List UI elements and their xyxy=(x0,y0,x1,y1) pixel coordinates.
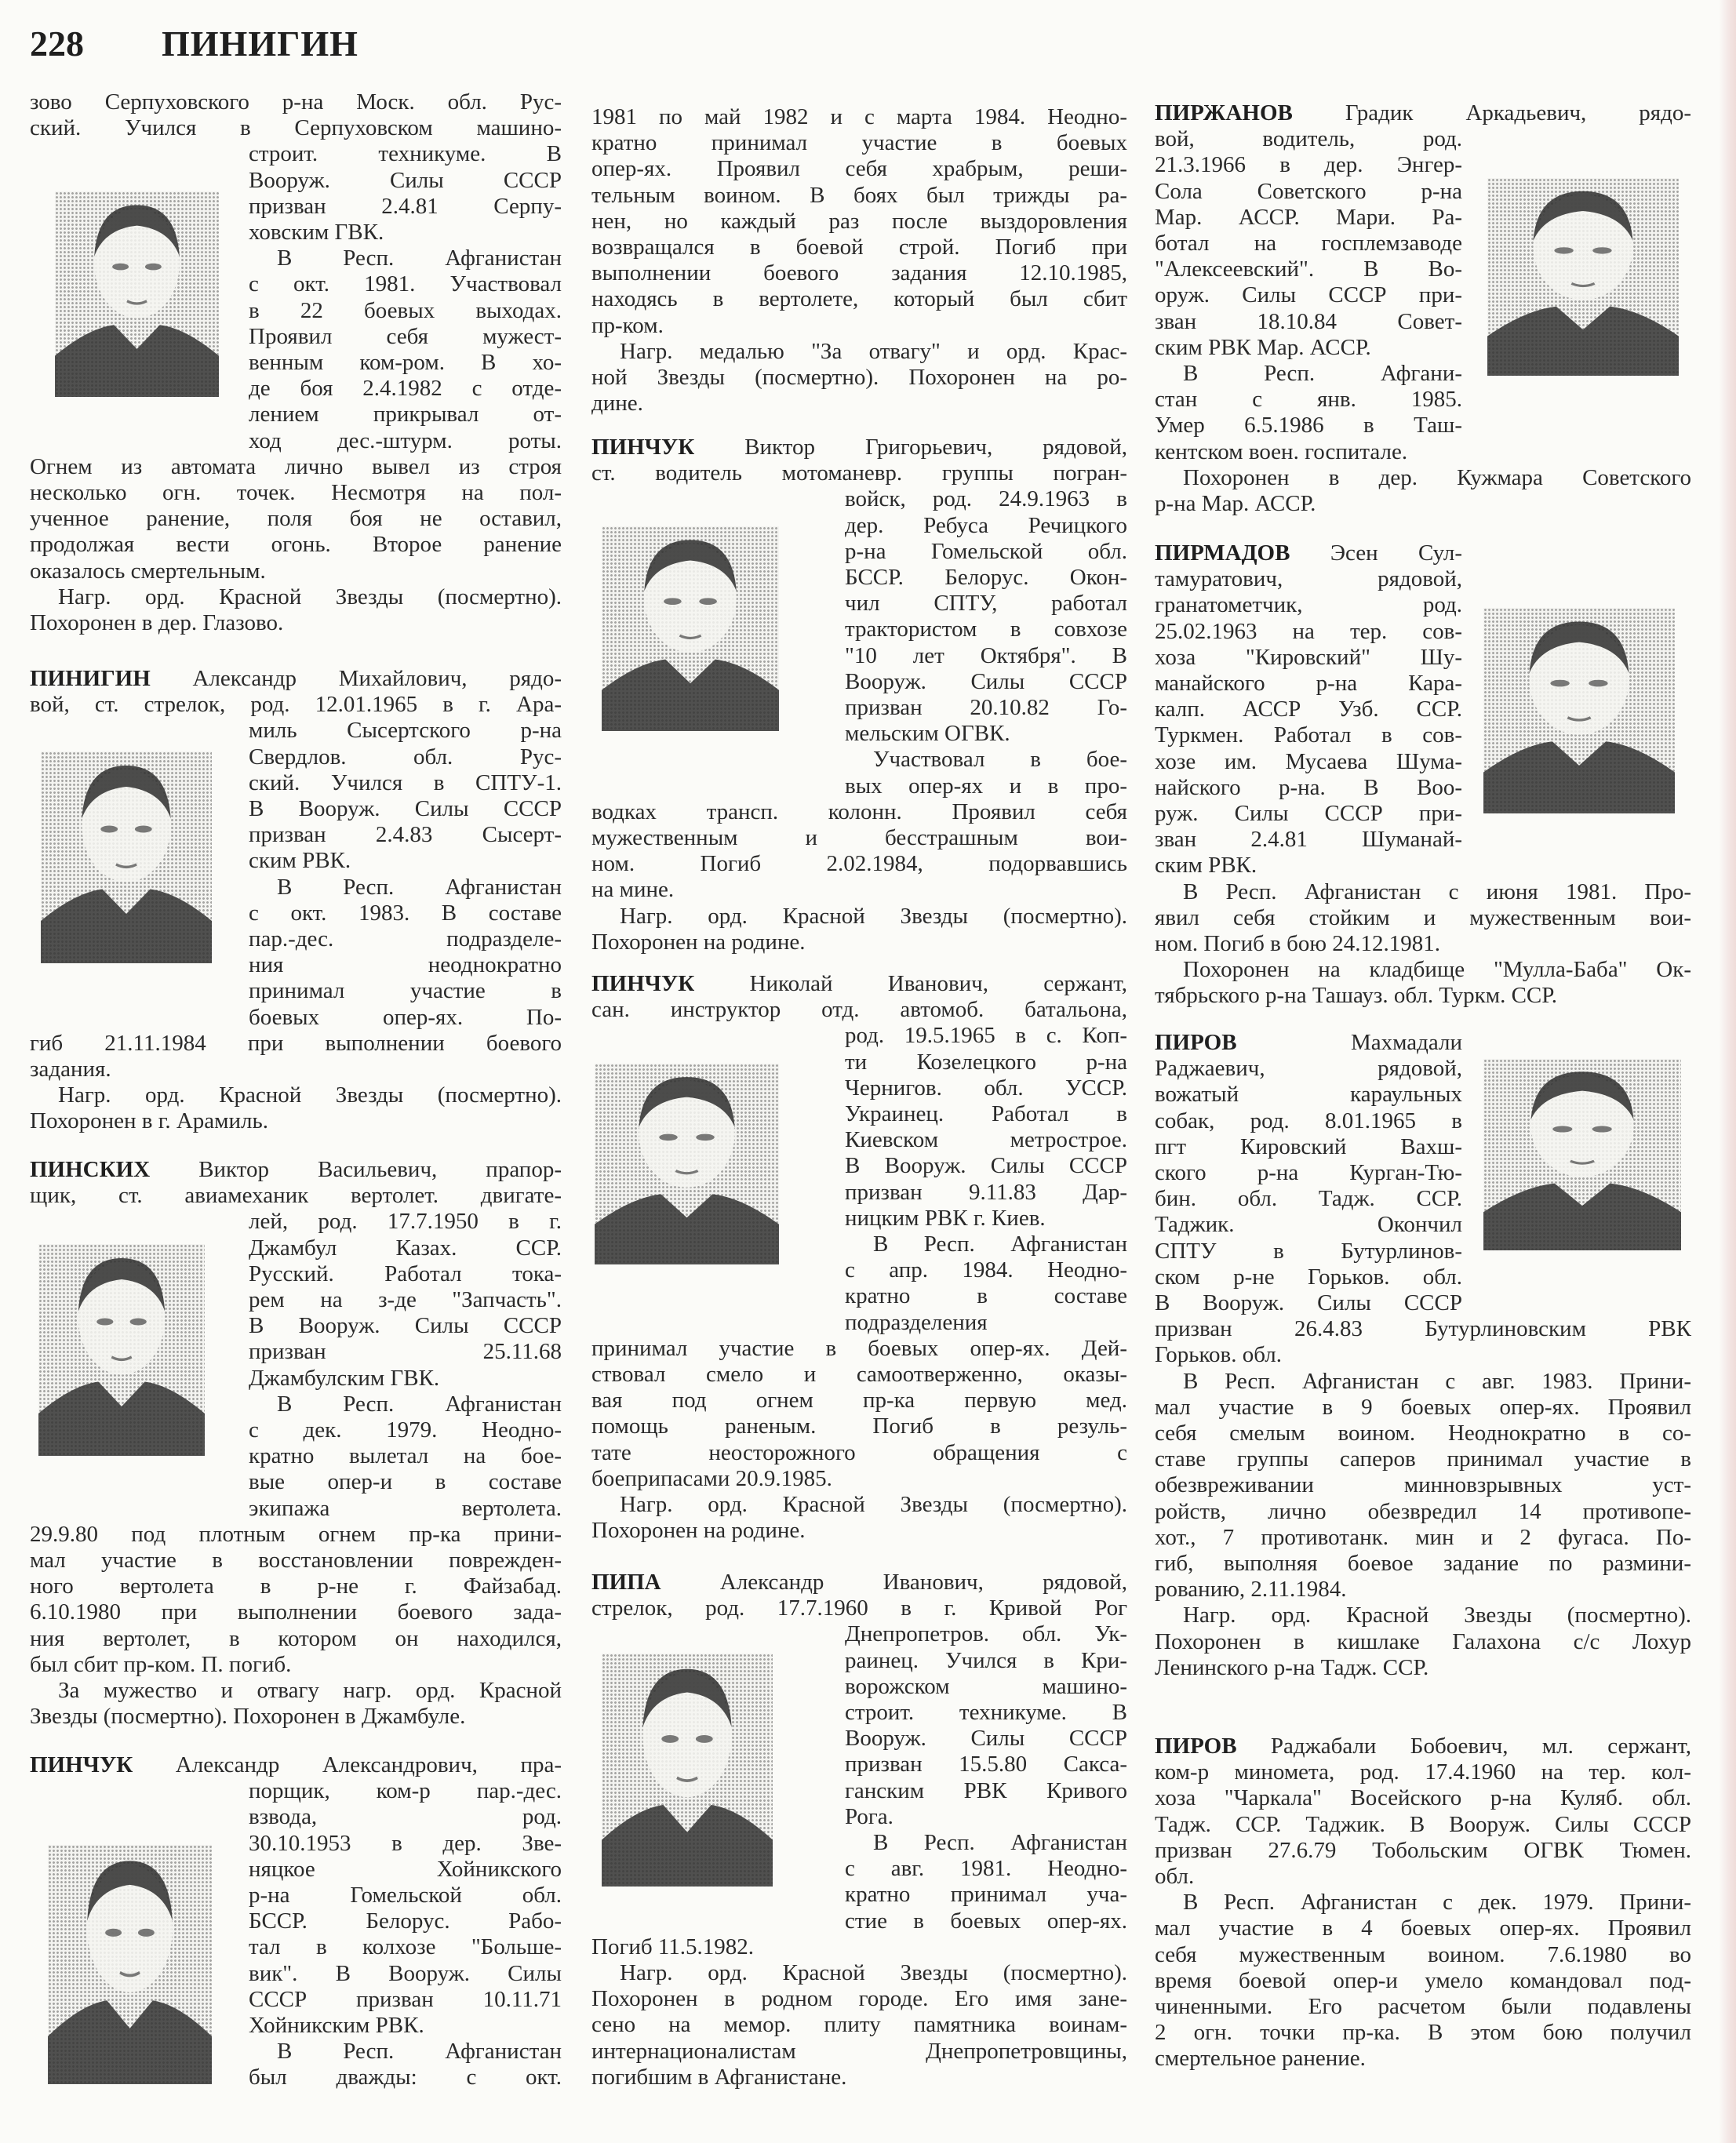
text-line: призван 9.11.83 Дар- xyxy=(845,1179,1127,1205)
text-line: с авг. 1981. Неодно- xyxy=(845,1856,1127,1882)
text-line: ти Козелецкого р-на xyxy=(845,1049,1127,1075)
text-line: За мужество и отвагу нагр. орд. Красной xyxy=(58,1678,562,1703)
text-line: руж. Силы СССР при- xyxy=(1155,801,1462,826)
text-line: Украинец. Работал в xyxy=(845,1101,1127,1126)
text-line: В Вооруж. Силы СССР xyxy=(249,796,562,821)
text-line: ском р-не Горьков. обл. xyxy=(1155,1264,1462,1290)
text-line: обл. xyxy=(1155,1864,1195,1889)
text-line: Похоронен в родном городе. Его имя зане- xyxy=(591,1986,1127,2012)
text-line: пар.-дес. подразделе- xyxy=(249,926,562,951)
text-line: дине. xyxy=(591,391,643,417)
text-line: тамуратович, рядовой, xyxy=(1155,566,1462,592)
text-line: Похоронен в дер. Глазово. xyxy=(30,610,284,635)
text-line: находясь в вертолете, который был сбит xyxy=(591,286,1127,312)
text-line: В Респ. Афганистан с июня 1981. Про- xyxy=(1183,879,1691,904)
text-line: Вооруж. Силы СССР xyxy=(845,1726,1127,1752)
text-line: р-на Гомельской обл. xyxy=(845,538,1127,564)
portrait-photo xyxy=(602,526,779,731)
text-line: опер-ях. Проявил себя храбрым, реши- xyxy=(591,156,1127,182)
entry-heading-rest: Эсен Сул- xyxy=(1290,540,1462,566)
text-line: Горьков. обл. xyxy=(1155,1342,1283,1368)
text-line: Похоронен на родине. xyxy=(591,929,806,955)
text-line: зван 2.4.81 Шуманай- xyxy=(1155,827,1462,853)
text-line xyxy=(591,971,1127,997)
text-line: водках трансп. колонн. Проявил себя xyxy=(591,799,1127,824)
text-line: вой, ст. стрелок, род. 12.01.1965 в г. Ара- xyxy=(30,692,562,718)
text-line: сан. инструктор отд. автомоб. батальона, xyxy=(591,997,1127,1023)
text-line: Мар. АССР. Мари. Ра- xyxy=(1155,204,1462,230)
text-line: В Респ. Афганистан xyxy=(277,2039,562,2065)
text-line: БССР. Белорус. Окон- xyxy=(845,565,1127,590)
text-line xyxy=(30,1157,562,1183)
portrait-photo xyxy=(38,1244,205,1456)
entry-heading-rest: Градик Аркадьевич, рядо- xyxy=(1292,100,1691,126)
text-line: В Респ. Афгани- xyxy=(1183,361,1462,386)
entry-surname: ПИРМАДОВ xyxy=(1155,540,1290,566)
text-line: Вооруж. Силы СССР xyxy=(249,167,562,193)
text-line: подразделения xyxy=(845,1309,988,1335)
text-line: В Вооруж. Силы СССР xyxy=(1155,1290,1462,1315)
text-line xyxy=(591,1570,1127,1595)
text-line: гиб 21.11.1984 при выполнении боевого xyxy=(30,1030,562,1056)
text-line: был сбит пр-ком. П. погиб. xyxy=(30,1651,292,1677)
text-line: Таджик. Окончил xyxy=(1155,1212,1462,1238)
text-line: чил СПТУ, работал xyxy=(845,591,1127,617)
text-line: в 22 боевых выходах. xyxy=(249,297,562,323)
text-line: 2 огн. точки пр-ка. В этом бою получил xyxy=(1155,2020,1691,2046)
text-line: кратно вылетал на бое- xyxy=(249,1443,562,1469)
text-line: Нагр. орд. Красной Звезды (посмертно). xyxy=(620,1960,1127,1985)
text-line: Нагр. орд. Красной Звезды (посмертно). xyxy=(620,1492,1127,1517)
entry-heading-rest: Александр Михайлович, рядо- xyxy=(150,666,562,691)
portrait-photo xyxy=(55,191,219,397)
text-line: няцкое Хойникского xyxy=(249,1856,562,1882)
text-line: Джамбулским ГВК. xyxy=(249,1365,440,1391)
text-line: принимал участие в xyxy=(249,978,562,1004)
text-line: ного вертолета в р-не г. Файзабад. xyxy=(30,1574,562,1599)
portrait-photo xyxy=(1483,1059,1681,1250)
text-line: боевых опер-ях. По- xyxy=(249,1004,562,1030)
text-line: тябрьского р-на Ташауз. обл. Туркм. ССР. xyxy=(1155,983,1558,1009)
text-line: В Вооруж. Силы СССР xyxy=(845,1153,1127,1179)
text-line: пгт Кировский Вахш- xyxy=(1155,1133,1462,1159)
text-line: помощь раненым. Погиб в резуль- xyxy=(591,1414,1127,1439)
text-line: вых опер-ях и в про- xyxy=(845,773,1127,799)
entry-surname: ПИПА xyxy=(591,1570,661,1595)
text-line: призван 15.5.80 Сакса- xyxy=(845,1752,1127,1777)
text-line: на мине. xyxy=(591,877,675,903)
text-line: Вооруж. Силы СССР xyxy=(845,668,1127,694)
text-line: ход дес.-штурм. роты. xyxy=(249,428,562,453)
text-line: стрелок, род. 17.7.1960 в г. Кривой Рог xyxy=(591,1595,1127,1621)
text-line: Русский. Работал тока- xyxy=(249,1261,562,1286)
text-line: Свердлов. обл. Рус- xyxy=(249,744,562,770)
text-line: вые опер-и в составе xyxy=(249,1469,562,1495)
text-line: миль Сысертского р-на xyxy=(249,718,562,744)
entry-surname: ПИНЧУК xyxy=(30,1752,133,1777)
text-line: вожатый караульных xyxy=(1155,1082,1462,1108)
page-header xyxy=(30,24,500,64)
text-line: порщик, ком-р пар.-дес. xyxy=(249,1778,562,1804)
text-line: калп. АССР Узб. ССР. xyxy=(1155,697,1462,722)
text-line: хозе им. Мусаева Шума- xyxy=(1155,748,1462,774)
running-head: ПИНИГИН xyxy=(162,24,358,64)
text-line: ского р-на Курган-Тю- xyxy=(1155,1160,1462,1185)
text-line: В Респ. Афганистан с авг. 1983. Прини- xyxy=(1183,1368,1691,1394)
text-line: лением прикрывал от- xyxy=(249,402,562,428)
text-line: рованию, 2.11.1984. xyxy=(1155,1577,1347,1603)
text-line: себя мужественным воином. 7.6.1980 во xyxy=(1155,1941,1691,1967)
text-line xyxy=(591,435,1127,460)
text-line: Рога. xyxy=(845,1803,893,1829)
text-line: манайского р-на Кара- xyxy=(1155,671,1462,696)
text-line: Проявил себя мужест- xyxy=(249,323,562,349)
text-line: призван 2.4.83 Сысерт- xyxy=(249,822,562,848)
text-line: 25.02.1963 на тер. сов- xyxy=(1155,618,1462,644)
text-line: время боевой опер-и умело командовал под- xyxy=(1155,1967,1691,1993)
text-line: зван 18.10.84 Совет- xyxy=(1155,308,1462,334)
text-line: де боя 2.4.1982 с отде- xyxy=(249,376,562,402)
portrait-photo xyxy=(1483,608,1675,813)
text-line: мал участие в 4 боевых опер-ях. Проявил xyxy=(1155,1916,1691,1941)
entry-surname: ПИНСКИХ xyxy=(30,1157,151,1182)
text-line: Днепропетров. обл. Ук- xyxy=(845,1621,1127,1647)
text-line: 30.10.1953 в дер. Зве- xyxy=(249,1830,562,1856)
text-line: кратно принимал участие в боевых xyxy=(591,130,1127,156)
text-line: Похоронен в дер. Кужмара Советского xyxy=(1183,464,1691,490)
text-line: Киевском метрострое. xyxy=(845,1127,1127,1153)
entry-heading-rest: Виктор Васильевич, прапор- xyxy=(150,1157,562,1182)
text-line: боеприпасами 20.9.1985. xyxy=(591,1465,832,1491)
text-line: с апр. 1984. Неодно- xyxy=(845,1257,1127,1283)
text-line: Похоронен на кладбище "Мулла-Баба" Ок- xyxy=(1183,957,1691,983)
text-line: Нагр. орд. Красной Звезды (посмертно). xyxy=(1183,1603,1691,1628)
entry-heading-rest: Александр Александрович, пра- xyxy=(133,1752,562,1777)
text-line: хоза "Чаркала" Восейского р-на Куляб. обл. xyxy=(1155,1785,1691,1811)
text-line: Похоронен в г. Арамиль. xyxy=(30,1108,268,1134)
text-line: Погиб 11.5.1982. xyxy=(591,1934,755,1959)
text-line: Участвовал в бое- xyxy=(873,747,1127,773)
text-line: с дек. 1979. Неодно- xyxy=(249,1417,562,1443)
text-line: 21.3.1966 в дер. Энгер- xyxy=(1155,152,1462,178)
text-line: р-на Мар. АССР. xyxy=(1155,491,1316,516)
text-line: хот., 7 противотанк. мин и 2 фугаса. По- xyxy=(1155,1524,1691,1550)
text-line: обезвреживании минновзрывных уст- xyxy=(1155,1472,1691,1498)
text-line: был дважды: с окт. xyxy=(249,2065,562,2090)
text-line: Джамбул Казах. ССР. xyxy=(249,1235,562,1261)
text-line: ский. Учился в Серпуховском машино- xyxy=(30,115,562,141)
text-line: Нагр. медалью "За отвагу" и орд. Крас- xyxy=(620,338,1127,364)
text-line: выполнении боевого задания 12.10.1985, xyxy=(591,260,1127,286)
text-line: кратно в составе xyxy=(845,1283,1127,1309)
text-line: оруж. Силы СССР при- xyxy=(1155,282,1462,308)
text-line: зово Серпуховского р-на Моск. обл. Рус- xyxy=(30,89,562,115)
text-line: нен, но каждый раз после выздоровления xyxy=(591,208,1127,234)
text-line: взвода, род. xyxy=(249,1804,562,1830)
text-line: строит. техникуме. В xyxy=(845,1700,1127,1725)
portrait-photo xyxy=(1487,178,1679,376)
page-edge-shadow xyxy=(1719,0,1736,2143)
text-line: найского р-на. В Воо- xyxy=(1155,774,1462,800)
text-line: ном. Погиб в бою 24.12.1981. xyxy=(1155,931,1441,956)
text-line: продолжая вести огонь. Второе ранение xyxy=(30,532,562,558)
text-line: себя смелым воином. Неоднократно в со- xyxy=(1155,1421,1691,1446)
text-line: мужественным и бесстрашным вои- xyxy=(591,825,1127,850)
text-line: с окт. 1983. В составе xyxy=(249,900,562,926)
text-line: Нагр. орд. Красной Звезды (посмертно). xyxy=(58,584,562,609)
text-line: БССР. Белорус. Рабо- xyxy=(249,1908,562,1934)
text-line: экипажа вертолета. xyxy=(249,1495,562,1521)
text-line: стие в боевых опер-ях. xyxy=(845,1908,1127,1934)
text-line: дер. Ребуса Речицкого xyxy=(845,512,1127,538)
text-line: гранатометчик, род. xyxy=(1155,592,1462,618)
text-line: с окт. 1981. Участвовал xyxy=(249,271,562,297)
text-line: В Вооруж. Силы СССР xyxy=(249,1313,562,1339)
text-line: Хойникским РВК. xyxy=(249,2013,424,2038)
text-line: строит. техникуме. В xyxy=(249,141,562,167)
text-line: ном. Погиб 2.02.1984, подорвавшись xyxy=(591,851,1127,877)
entry-surname: ПИРОВ xyxy=(1155,1030,1237,1055)
text-line xyxy=(1155,540,1462,566)
text-line: ховским ГВК. xyxy=(249,220,384,245)
entry-surname: ПИНЧУК xyxy=(591,971,695,996)
text-line: раинец. Учился в Кри- xyxy=(845,1647,1127,1673)
text-line: войск, род. 24.9.1963 в xyxy=(845,486,1127,512)
text-line: ствовал смело и самоотверженно, оказы- xyxy=(591,1362,1127,1387)
text-line: задания. xyxy=(30,1057,111,1082)
text-line: Огнем из автомата лично вывел из строя xyxy=(30,453,562,479)
text-line: Звезды (посмертно). Похоронен в Джамбуле. xyxy=(30,1704,466,1730)
text-line: Раджаевич, рядовой, xyxy=(1155,1056,1462,1082)
text-line: вая под огнем пр-ка первую мед. xyxy=(591,1388,1127,1414)
text-line: ворожском машино- xyxy=(845,1673,1127,1699)
portrait-photo xyxy=(602,1654,773,1886)
text-line: призван 2.4.81 Серпу- xyxy=(249,193,562,219)
portrait-photo xyxy=(48,1845,212,2084)
text-line: мельским ОГВК. xyxy=(845,721,1010,747)
text-line: Ленинского р-на Тадж. ССР. xyxy=(1155,1654,1429,1680)
text-line: 29.9.80 под плотным огнем пр-ка прини- xyxy=(30,1521,562,1547)
text-line: ским РВК. xyxy=(1155,853,1257,879)
text-line: рем на з-де "Запчасть". xyxy=(249,1287,562,1312)
text-line: 1981 по май 1982 и с марта 1984. Неодно- xyxy=(591,104,1127,129)
text-line: В Респ. Афганистан xyxy=(873,1232,1127,1257)
text-line: сено на мемор. плиту памятника воинам- xyxy=(591,2012,1127,2038)
text-line: призван 27.6.79 Тобольским ОГВК Тюмен. xyxy=(1155,1837,1691,1863)
text-line: призван 25.11.68 xyxy=(249,1339,562,1365)
text-line: венным ком-ром. В хо- xyxy=(249,350,562,375)
text-line: ским РВК. xyxy=(249,848,351,874)
text-line: тал в колхозе "Больше- xyxy=(249,1934,562,1960)
entry-surname: ПИРЖАНОВ xyxy=(1155,100,1293,126)
text-line: ботал на госплемзаводе xyxy=(1155,231,1462,256)
text-line: возвращался в боевой строй. Погиб при xyxy=(591,235,1127,260)
portrait-photo xyxy=(595,1064,779,1264)
text-line: мал участие в восстановлении поврежден- xyxy=(30,1548,562,1573)
text-line: ским РВК Мар. АССР. xyxy=(1155,334,1371,360)
text-line: Тадж. ССР. Таджик. В Вооруж. Силы СССР xyxy=(1155,1811,1691,1837)
text-line: В Респ. Афганистан xyxy=(277,874,562,900)
text-line: СПТУ в Бутурлинов- xyxy=(1155,1238,1462,1264)
text-line: призван 26.4.83 Бутурлиновским РВК xyxy=(1155,1316,1691,1342)
text-line: ставе группы саперов принимал участие в xyxy=(1155,1446,1691,1472)
entry-heading-rest: Махмадали xyxy=(1236,1030,1462,1055)
text-line: щик, ст. авиамеханик вертолет. двигате- xyxy=(30,1183,562,1209)
text-line: СССР призван 10.11.71 xyxy=(249,1986,562,2012)
text-line xyxy=(1155,1030,1462,1056)
text-line xyxy=(1155,100,1691,126)
text-line: чиненными. Его расчетом были подавлены xyxy=(1155,1994,1691,2019)
text-line: явил себя стойким и мужественным вои- xyxy=(1155,904,1691,930)
text-line: вой, водитель, род. xyxy=(1155,126,1462,152)
text-line: вик". В Вооруж. Силы xyxy=(249,1960,562,1986)
text-line: стан с янв. 1985. xyxy=(1155,387,1462,413)
text-line: мал участие в 9 боевых опер-ях. Проявил xyxy=(1155,1394,1691,1420)
text-line: несколько огн. точек. Несмотря на пол- xyxy=(30,480,562,505)
portrait-photo xyxy=(41,751,212,963)
text-line: тельным воином. В боях был трижды ра- xyxy=(591,182,1127,208)
text-line: погибшим в Афганистане. xyxy=(591,2064,847,2090)
text-line: ганским РВК Кривого xyxy=(845,1777,1127,1803)
text-line xyxy=(30,1752,562,1778)
text-line: ком-р миномета, род. 17.4.1960 на тер. кол- xyxy=(1155,1759,1691,1785)
text-line: Умер 6.5.1986 в Таш- xyxy=(1155,413,1462,438)
text-line: "Алексеевский". В Во- xyxy=(1155,257,1462,282)
text-line: "10 лет Октября". В xyxy=(845,642,1127,668)
text-line: трактористом в совхозе xyxy=(845,617,1127,642)
text-line: принимал участие в боевых опер-ях. Дей- xyxy=(591,1335,1127,1361)
text-line: В Респ. Афганистан xyxy=(873,1830,1127,1855)
text-line: Сола Советского р-на xyxy=(1155,178,1462,204)
entry-heading-rest: Раджабали Бобоевич, мл. сержант, xyxy=(1236,1734,1691,1759)
text-line: В Респ. Афганистан с дек. 1979. Прини- xyxy=(1183,1890,1691,1916)
text-line: пр-ком. xyxy=(591,312,664,338)
text-line: хоза "Кировский" Шу- xyxy=(1155,644,1462,670)
text-line: В Респ. Афганистан xyxy=(277,1391,562,1417)
entry-heading-rest: Виктор Григорьевич, рядовой, xyxy=(694,435,1127,460)
text-line: оказалось смертельным. xyxy=(30,558,266,584)
text-line: Нагр. орд. Красной Звезды (посмертно). xyxy=(620,903,1127,929)
text-line: В Респ. Афганистан xyxy=(277,246,562,271)
text-line: лей, род. 17.7.1950 в г. xyxy=(249,1209,562,1235)
text-line: ния неоднократно xyxy=(249,952,562,978)
text-line: интернационалистам Днепропетровщины, xyxy=(591,2038,1127,2064)
text-line: род. 19.5.1965 в с. Коп- xyxy=(845,1023,1127,1049)
text-line: р-на Гомельской обл. xyxy=(249,1883,562,1908)
text-line: призван 20.10.82 Го- xyxy=(845,695,1127,720)
text-line: Чернигов. обл. УССР. xyxy=(845,1075,1127,1101)
text-line: собак, род. 8.01.1965 в xyxy=(1155,1108,1462,1133)
page-number: 228 xyxy=(30,24,84,64)
entry-surname: ПИРОВ xyxy=(1155,1734,1237,1759)
text-line: Похоронен в кишлаке Галахона с/с Лохур xyxy=(1155,1628,1691,1654)
text-line: ной Звезды (посмертно). Похоронен на ро- xyxy=(591,365,1127,390)
text-line: бин. обл. Тадж. ССР. xyxy=(1155,1186,1462,1212)
text-line: ский. Учился в СПТУ-1. xyxy=(249,770,562,795)
text-line: ст. водитель мотоманевр. группы погран- xyxy=(591,460,1127,486)
text-line: ния вертолет, в котором он находился, xyxy=(30,1625,562,1651)
text-line: тате неосторожного обращения с xyxy=(591,1439,1127,1465)
text-line: кентском воен. госпитале. xyxy=(1155,438,1408,464)
text-line: ученное ранение, поля боя не оставил, xyxy=(30,506,562,532)
entry-surname: ПИНЧУК xyxy=(591,435,695,460)
text-line: Похоронен на родине. xyxy=(591,1518,806,1544)
text-line: кратно принимал уча- xyxy=(845,1882,1127,1908)
text-line: гиб, выполняя боевое задание по размини- xyxy=(1155,1551,1691,1576)
text-line: ницким РВК г. Киев. xyxy=(845,1205,1046,1231)
entry-heading-rest: Николай Иванович, сержант, xyxy=(694,971,1127,996)
entry-surname: ПИНИГИН xyxy=(30,666,151,691)
text-line: 6.10.1980 при выполнении боевого зада- xyxy=(30,1599,562,1625)
text-line xyxy=(30,666,562,692)
entry-heading-rest: Александр Иванович, рядовой, xyxy=(661,1570,1127,1595)
text-line: ройств, лично обезвредил 14 противопе- xyxy=(1155,1498,1691,1524)
text-line: Туркмен. Работал в сов- xyxy=(1155,722,1462,748)
text-line xyxy=(1155,1734,1691,1759)
text-line: Нагр. орд. Красной Звезды (посмертно). xyxy=(58,1082,562,1108)
text-line: смертельное ранение. xyxy=(1155,2046,1366,2072)
